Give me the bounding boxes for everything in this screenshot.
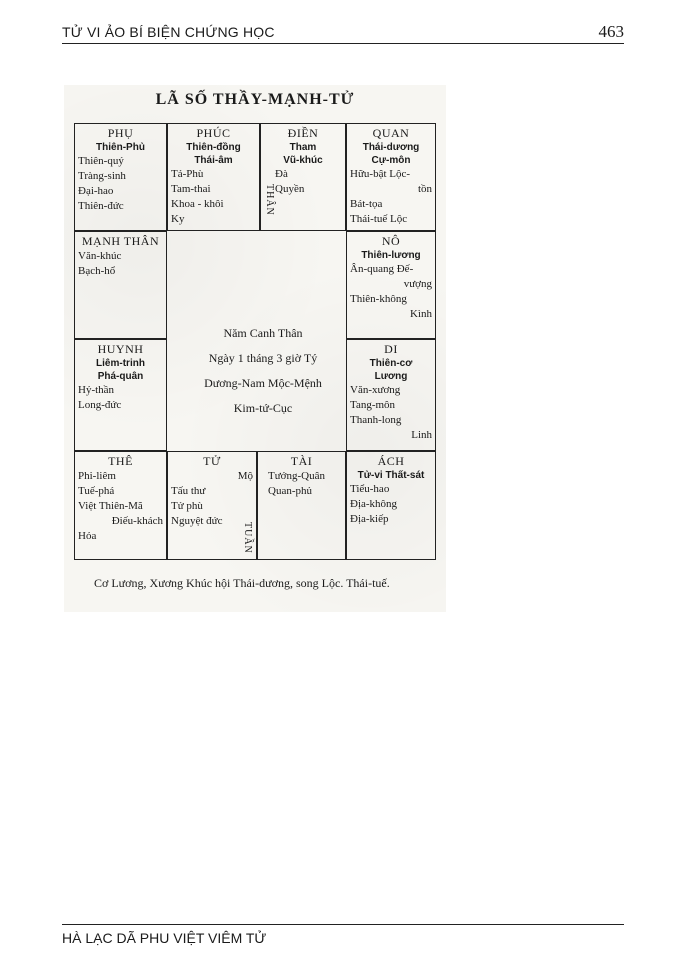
cell-ach bbox=[346, 451, 436, 560]
minor-star: Tướng-Quân bbox=[268, 470, 325, 482]
minor-star: Đà bbox=[275, 168, 288, 180]
minor-star: Ân-quang Đế- bbox=[350, 263, 414, 275]
minor-star: Địa-kiếp bbox=[350, 513, 389, 525]
minor-star: Tuế-phá bbox=[78, 485, 115, 497]
cell-name: QUAN bbox=[372, 126, 410, 140]
than-side-label: THÂN bbox=[264, 184, 275, 216]
center-date: Ngày 1 tháng 3 giờ Tý bbox=[208, 351, 318, 365]
minor-star: Mộ bbox=[237, 470, 253, 482]
cell-phuc bbox=[167, 123, 260, 231]
cell-name: HUYNH bbox=[97, 342, 144, 356]
major-star: Vũ-khúc bbox=[283, 155, 323, 166]
minor-star: Kình bbox=[410, 308, 432, 320]
cell-name: PHỤ bbox=[107, 126, 134, 140]
major-star: Liêm-trinh bbox=[96, 358, 145, 369]
horoscope-grid bbox=[74, 123, 436, 560]
cell-name: THÊ bbox=[108, 454, 133, 468]
major-star: Cự-môn bbox=[371, 155, 411, 166]
minor-star: Văn-xương bbox=[350, 384, 401, 396]
minor-star: Thanh-long bbox=[350, 414, 402, 426]
minor-star: Thiên-không bbox=[350, 293, 407, 305]
minor-star: Thái-tuế Lộc bbox=[350, 213, 408, 225]
minor-star: Khoa - khôi bbox=[171, 198, 224, 210]
minor-star: Tang-môn bbox=[350, 399, 396, 411]
cell-no bbox=[346, 231, 436, 339]
center-year: Năm Canh Thân bbox=[223, 326, 303, 340]
minor-star: Linh bbox=[411, 429, 432, 441]
major-star: Thái-âm bbox=[194, 155, 233, 166]
center-destiny: Dương-Nam Mộc-Mệnh bbox=[204, 376, 322, 390]
page-header-title: TỬ VI ẢO BÍ BIỆN CHỨNG HỌC bbox=[62, 24, 275, 40]
chart-caption: Cơ Lương, Xương Khúc hội Thái-dương, song Lộc. Thái-tuế. bbox=[94, 576, 390, 590]
minor-star: Tràng-sinh bbox=[78, 170, 126, 182]
cell-name: TÀI bbox=[290, 454, 313, 468]
minor-star: Tấu thư bbox=[171, 485, 206, 497]
chart-title: LÃ SỐ THẦY-MẠNH-TỬ bbox=[155, 91, 355, 108]
minor-star: Bạch-hổ bbox=[78, 265, 116, 277]
cell-the bbox=[74, 451, 167, 560]
minor-star: Điếu-khách bbox=[111, 515, 163, 527]
major-star: Thiên-Phủ bbox=[96, 142, 145, 153]
cell-name: NÔ bbox=[381, 234, 401, 248]
cell-name: ĐIỀN bbox=[287, 126, 319, 140]
minor-star: Văn-khúc bbox=[78, 250, 122, 262]
minor-star: Bát-tọa bbox=[350, 198, 383, 210]
minor-star: Tử phù bbox=[171, 500, 203, 512]
major-star: Thiên-lương bbox=[361, 250, 421, 261]
cell-tu bbox=[167, 451, 257, 560]
minor-star: Thiên-đức bbox=[78, 200, 124, 212]
minor-star: Địa-không bbox=[350, 498, 398, 510]
major-star: Tử-vi Thất-sát bbox=[357, 470, 425, 481]
minor-star: Tiểu-hao bbox=[350, 483, 390, 495]
minor-star: Nguyệt đức bbox=[171, 515, 223, 527]
tuan-side-label: TUẦN bbox=[242, 522, 253, 554]
major-star: Thiên-cơ bbox=[369, 358, 413, 369]
cell-name: ÁCH bbox=[377, 454, 405, 468]
cell-tai bbox=[257, 451, 346, 560]
minor-star: Tả-Phù bbox=[171, 168, 204, 180]
page-number: 463 bbox=[598, 22, 624, 41]
major-star: Tham bbox=[289, 142, 317, 153]
cell-name: DI bbox=[384, 342, 398, 356]
major-star: Phá-quân bbox=[97, 371, 144, 382]
minor-star: Hữu-bật Lộc- bbox=[350, 168, 411, 180]
cell-huynh bbox=[74, 339, 167, 451]
minor-star: Quyền bbox=[275, 183, 305, 195]
minor-star: Tam-thai bbox=[171, 183, 211, 195]
minor-star: Việt Thiên-Mã bbox=[78, 500, 143, 512]
cell-phu bbox=[74, 123, 167, 231]
minor-star: Long-đức bbox=[78, 399, 122, 411]
scanned-chart-image bbox=[64, 85, 446, 612]
cell-menh bbox=[74, 231, 167, 339]
footer-rule bbox=[62, 924, 624, 925]
header-rule bbox=[62, 43, 624, 44]
minor-star: Phi-liêm bbox=[78, 470, 116, 482]
minor-star: Thiên-quý bbox=[78, 155, 124, 167]
minor-star: vượng bbox=[403, 278, 432, 290]
minor-star: Quan-phủ bbox=[268, 485, 312, 497]
minor-star: Hỷ-thần bbox=[78, 384, 115, 396]
cell-quan bbox=[346, 123, 436, 231]
major-star: Thiên-đồng bbox=[186, 142, 241, 153]
page-footer-text: HÀ LẠC DÃ PHU VIỆT VIÊM TỬ bbox=[62, 930, 267, 946]
major-star: Thái-dương bbox=[362, 142, 420, 153]
cell-di bbox=[346, 339, 436, 451]
minor-star: Đại-hao bbox=[78, 185, 114, 197]
center-element: Kim-tứ-Cục bbox=[233, 401, 293, 415]
minor-star: Ky bbox=[171, 213, 185, 225]
minor-star: Hỏa bbox=[78, 530, 97, 542]
cell-name: MẠNH THÂN bbox=[81, 234, 160, 248]
cell-dien bbox=[260, 123, 346, 231]
cell-name: TỬ bbox=[203, 454, 221, 468]
major-star: Lương bbox=[374, 371, 408, 382]
minor-star: tồn bbox=[417, 183, 432, 195]
cell-name: PHÚC bbox=[196, 126, 231, 140]
